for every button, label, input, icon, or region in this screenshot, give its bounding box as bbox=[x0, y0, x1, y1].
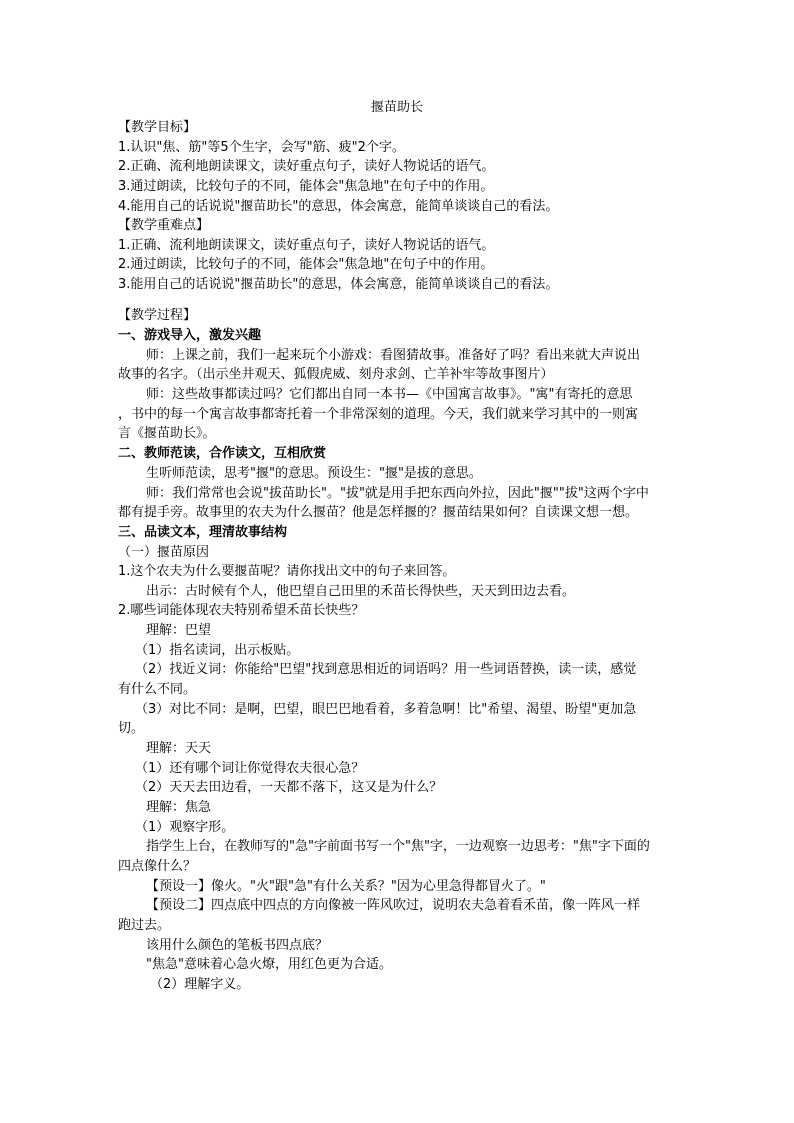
key-point-line-1: 1.正确、流利地朗读课文，读好重点句子，读好人物说话的语气。 bbox=[118, 238, 495, 253]
body-line: 该用什么颜色的笔板书四点底？ bbox=[146, 938, 329, 953]
body-line: 师：上课之前，我们一起来玩个小游戏：看图猜故事。准备好了吗？看出来就大声说出 bbox=[146, 348, 641, 363]
key-point-line-2: 2.通过朗读，比较句子的不同，能体会"焦急地"在句子中的作用。 bbox=[118, 257, 494, 272]
body-line: 理解：天天 bbox=[146, 741, 212, 756]
body-line: 理解：巴望 bbox=[146, 623, 212, 638]
body-line: 指学生上台，在教师写的"急"字前面书写一个"焦"字，一边观察一边思考："焦"字下面的 bbox=[146, 839, 650, 854]
body-line: ，书中的每一个寓言故事都寄托着一个非常深刻的道理。今天，我们就来学习其中的一则寓 bbox=[118, 407, 639, 422]
body-line: 都有提手旁。故事里的农夫为什么揠苗？他是怎样揠的？揠苗结果如何？自读课文想一想。 bbox=[118, 505, 639, 520]
body-line: （1）观察字形。 bbox=[135, 820, 235, 835]
body-line: （2）找近义词：你能给"巴望"找到意思相近的词语吗？用一些词语替换，读一读，感觉 bbox=[135, 662, 637, 677]
step-heading-2: 二、教师范读，合作读文，互相欣赏 bbox=[118, 446, 327, 461]
body-line: （2）理解字义。 bbox=[150, 977, 250, 992]
document-title: 揠苗助长 bbox=[370, 100, 423, 115]
body-line: "焦急"意味着心急火燎，用红色更为合适。 bbox=[146, 957, 392, 972]
body-line: 出示：古时候有个人，他巴望自己田里的禾苗长得快些，天天到田边去看。 bbox=[146, 584, 576, 599]
body-line: 【预设一】像火。"火"跟"急"有什么关系？"因为心里急得都冒火了。" bbox=[146, 879, 546, 894]
key-point-line-3: 3.能用自己的话说说"揠苗助长"的意思，体会寓意，能简单谈谈自己的看法。 bbox=[118, 277, 559, 292]
body-line: （2）天天去田边看，一天都不落下，这又是为什么？ bbox=[135, 780, 443, 795]
body-line: 师：这些故事都读过吗？它们都出自同一本书—《中国寓言故事》。"寓"有寄托的意思 bbox=[146, 387, 633, 402]
section-heading-objectives: 【教学目标】 bbox=[118, 120, 197, 135]
body-line: 有什么不同。 bbox=[118, 682, 197, 697]
objective-line-1: 1.认识"焦、筋"等5个生字，会写"筋、疲"2个字。 bbox=[118, 140, 405, 155]
body-line: 四点像什么？ bbox=[118, 859, 197, 874]
sub-heading: （一）揠苗原因 bbox=[118, 545, 210, 560]
body-line: 师：我们常常也会说"拔苗助长"。"拔"就是用手把东西向外拉，因此"揠""拔"这两个字中 bbox=[146, 486, 649, 501]
objective-line-2: 2.正确、流利地朗读课文，读好重点句子，读好人物说话的语气。 bbox=[118, 159, 495, 174]
section-heading-key-points: 【教学重难点】 bbox=[118, 218, 210, 233]
body-line: 生听师范读，思考"揠"的意思。预设生："揠"是拔的意思。 bbox=[146, 466, 482, 481]
body-line: 【预设二】四点底中四点的方向像被一阵风吹过，说明农夫急着看禾苗，像一阵风一样 bbox=[146, 898, 641, 913]
step-heading-1: 一、游戏导入，激发兴趣 bbox=[118, 328, 262, 343]
section-heading-process: 【教学过程】 bbox=[118, 308, 197, 323]
body-line: （3）对比不同：是啊，巴望，眼巴巴地看着，多着急啊！比"希望、渴望、盼望"更加急 bbox=[135, 702, 637, 717]
body-line: 理解：焦急 bbox=[146, 800, 212, 815]
body-line: 1.这个农夫为什么要揠苗呢？请你找出文中的句子来回答。 bbox=[118, 564, 456, 579]
body-line: 2.哪些词能体现农夫特别希望禾苗长快些？ bbox=[118, 603, 365, 618]
step-heading-3: 三、品读文本，理清故事结构 bbox=[118, 525, 288, 540]
body-line: 故事的名字。（出示坐井观天、狐假虎威、刻舟求剑、亡羊补牢等故事图片） bbox=[118, 367, 554, 382]
body-line: 言《揠苗助长》。 bbox=[118, 426, 216, 441]
objective-line-4: 4.能用自己的话说说"揠苗助长"的意思，体会寓意，能简单谈谈自己的看法。 bbox=[118, 199, 559, 214]
objective-line-3: 3.通过朗读，比较句子的不同，能体会"焦急地"在句子中的作用。 bbox=[118, 179, 494, 194]
body-line: 切。 bbox=[118, 721, 145, 736]
body-line: （1）还有哪个词让你觉得农夫很心急？ bbox=[135, 761, 365, 776]
body-line: （1）指名读词，出示板贴。 bbox=[135, 643, 300, 658]
body-line: 跑过去。 bbox=[118, 918, 171, 933]
